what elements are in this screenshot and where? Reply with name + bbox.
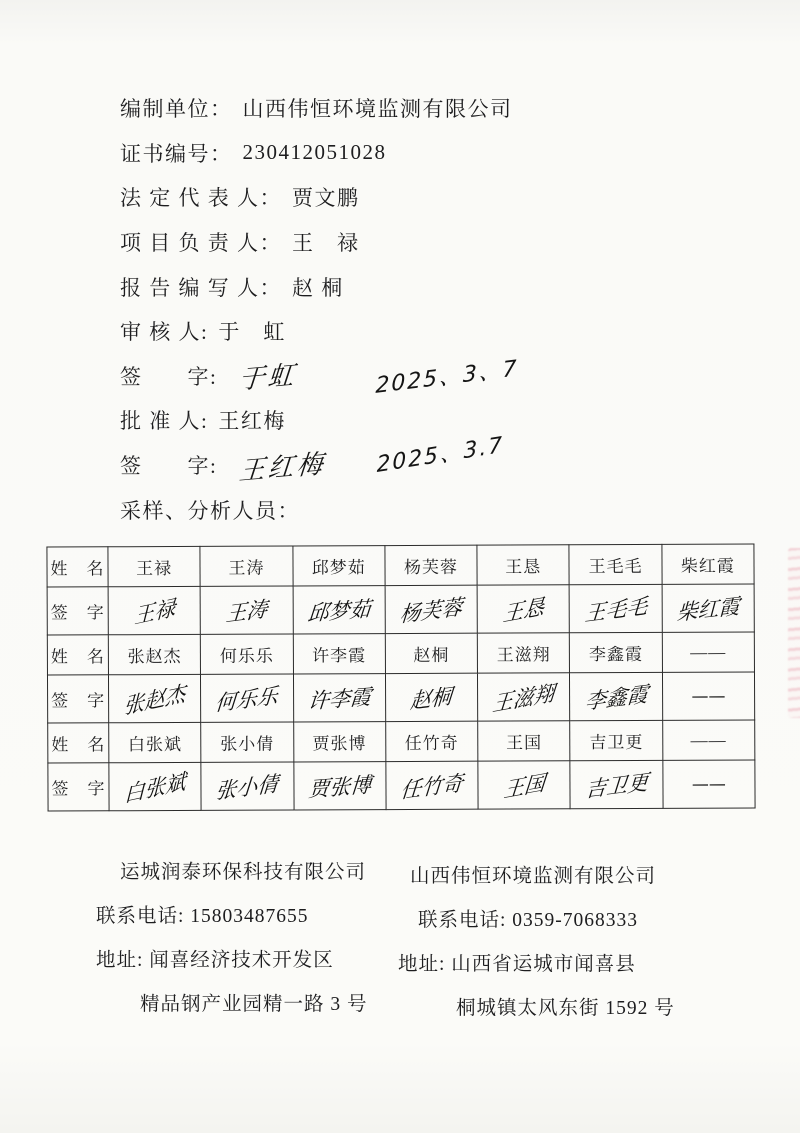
name-cell: —— — [662, 720, 754, 760]
name-cell: 张小倩 — [201, 722, 293, 762]
row-label: 姓 名 — [47, 635, 108, 675]
handwritten-signature: 王毛毛 — [583, 593, 648, 626]
signature-cell — [109, 762, 201, 810]
info-line-approver — [120, 398, 680, 443]
signature-cell — [385, 585, 477, 633]
signature-cell — [478, 673, 570, 721]
legal-representative-label: 法 定 代 表 人： — [120, 186, 282, 211]
info-line-report-writer — [120, 264, 680, 309]
signature-cell — [477, 585, 569, 633]
empty-dash: —— — [691, 774, 726, 795]
handwritten-signature: 王涛 — [224, 596, 269, 627]
handwritten-signature: 任竹奇 — [399, 770, 465, 803]
signature-cell — [201, 762, 293, 810]
footer-company-left — [96, 848, 396, 1024]
report-info-section — [120, 86, 680, 532]
handwritten-signature: 柴红霞 — [676, 593, 740, 625]
name-cell: 王涛 — [200, 546, 292, 586]
red-stamp-edge-mark — [788, 548, 800, 718]
name-cell: 杨芙蓉 — [385, 545, 477, 585]
signature-cell — [385, 673, 477, 721]
company-name: 运城润泰环保科技有限公司 — [120, 862, 367, 883]
handwritten-signature: 邱梦茹 — [306, 596, 372, 626]
company-address-line1: 地址: 山西省运城市闻喜县 — [398, 954, 636, 975]
info-line-reviewer — [120, 309, 680, 354]
signature-cell — [293, 674, 385, 722]
handwritten-signature: 许李霞 — [306, 684, 372, 714]
name-cell: 柴红霞 — [662, 544, 754, 584]
approver-signature-date: 2025、3.7 — [376, 432, 505, 478]
reviewer-handwritten-signature: 于虹 — [237, 360, 299, 397]
name-cell: 何乐乐 — [201, 634, 293, 674]
compiling-unit-label: 编制单位： — [120, 97, 233, 122]
reviewer-value: 于 虹 — [218, 320, 286, 345]
name-cell: 李鑫霞 — [570, 632, 662, 672]
project-leader-value: 王 禄 — [292, 231, 360, 256]
reviewer-label: 审 核 人: — [120, 320, 209, 345]
approver-handwritten-signature: 王红梅 — [237, 448, 328, 487]
info-line-reviewer-signature — [120, 354, 680, 399]
handwritten-signature: 王禄 — [133, 594, 176, 629]
company-address-line1: 地址: 闻喜经济技术开发区 — [96, 950, 334, 971]
table-row-names-3 — [48, 720, 755, 763]
name-cell: 王禄 — [108, 546, 200, 586]
company-address-line2: 精品钢产业园精一路 3 号 — [140, 994, 368, 1015]
handwritten-signature: 赵桐 — [409, 683, 454, 714]
table-row-signatures-3 — [48, 760, 755, 811]
approver-value: 王红梅 — [218, 409, 286, 434]
certificate-number-value: 230412051028 — [242, 140, 387, 165]
name-cell: 邱梦茹 — [292, 546, 384, 586]
company-name: 山西伟恒环境监测有限公司 — [410, 866, 657, 887]
legal-representative-value: 贾文鹏 — [292, 186, 360, 211]
handwritten-signature: 贾张博 — [307, 772, 373, 802]
report-writer-label: 报 告 编 写 人： — [120, 275, 282, 300]
signature-cell — [108, 586, 200, 634]
handwritten-signature: 白张斌 — [123, 768, 187, 807]
reviewer-signature-date: 2025、3、7 — [375, 356, 519, 400]
signature-cell — [293, 762, 385, 810]
company-address-line2: 桐城镇太风东街 1592 号 — [456, 998, 675, 1019]
signature-cell — [108, 674, 200, 722]
certificate-number-label: 证书编号： — [120, 141, 233, 166]
signature-label: 签 字: — [120, 364, 218, 389]
name-cell: 王国 — [478, 721, 570, 761]
row-label: 签 字 — [47, 587, 108, 635]
signature-cell — [662, 672, 755, 720]
name-cell: 王滋翔 — [477, 633, 569, 673]
name-cell: 贾张博 — [293, 722, 385, 762]
company-phone: 联系电话: 15803487655 — [96, 906, 309, 927]
info-line-project-leader — [120, 220, 680, 265]
signature-cell — [663, 760, 756, 808]
name-cell: 吉卫更 — [570, 720, 662, 760]
personnel-table — [46, 543, 755, 811]
handwritten-signature: 何乐乐 — [214, 682, 280, 716]
approver-label: 批 准 人: — [120, 409, 209, 434]
info-line-legal-representative — [120, 175, 680, 220]
handwritten-signature: 王国 — [502, 769, 547, 803]
row-label: 签 字 — [47, 675, 108, 723]
table-row-signatures-1 — [47, 584, 754, 635]
name-cell: 王恳 — [477, 545, 569, 585]
handwritten-signature: 吉卫更 — [584, 769, 649, 802]
signature-cell — [570, 672, 662, 720]
report-writer-value: 赵 桐 — [292, 275, 344, 300]
company-phone: 联系电话: 0359-7068333 — [418, 910, 639, 931]
signature-cell — [478, 761, 570, 809]
info-line-compiling-unit — [120, 86, 680, 131]
signature-cell — [570, 760, 662, 808]
name-cell: 许李霞 — [293, 634, 385, 674]
info-line-certificate-number — [120, 131, 680, 176]
table-row-names-2 — [47, 632, 754, 675]
signature-cell — [386, 761, 478, 809]
signature-label: 签 字: — [120, 454, 218, 479]
handwritten-signature: 张赵杰 — [123, 680, 186, 719]
signature-cell — [201, 674, 293, 722]
footer-company-right — [398, 852, 718, 1028]
handwritten-signature: 杨芙蓉 — [398, 594, 464, 627]
empty-dash: —— — [691, 686, 726, 707]
handwritten-signature: 张小倩 — [215, 770, 280, 804]
info-line-personnel-heading — [120, 487, 680, 532]
compiling-unit-value: 山西伟恒环境监测有限公司 — [242, 97, 513, 122]
name-cell: —— — [662, 632, 754, 672]
signature-cell — [293, 586, 385, 634]
row-label: 姓 名 — [48, 723, 109, 763]
table-row-names-1 — [47, 544, 754, 587]
name-cell: 任竹奇 — [386, 721, 478, 761]
handwritten-signature: 王恳 — [501, 593, 546, 627]
handwritten-signature: 王滋翔 — [491, 679, 556, 717]
name-cell: 张赵杰 — [108, 634, 200, 674]
name-cell: 赵桐 — [385, 633, 477, 673]
signature-cell — [200, 586, 292, 634]
handwritten-signature: 李鑫霞 — [583, 681, 649, 714]
name-cell: 白张斌 — [109, 722, 201, 762]
signature-cell — [570, 584, 662, 632]
signature-cell — [662, 584, 755, 632]
project-leader-label: 项 目 负 责 人： — [120, 231, 282, 256]
table-row-signatures-2 — [47, 672, 754, 723]
row-label: 签 字 — [48, 763, 109, 811]
personnel-heading-label: 采样、分析人员： — [120, 498, 300, 523]
info-line-approver-signature — [120, 432, 680, 488]
row-label: 姓 名 — [47, 547, 108, 587]
name-cell: 王毛毛 — [569, 544, 661, 584]
